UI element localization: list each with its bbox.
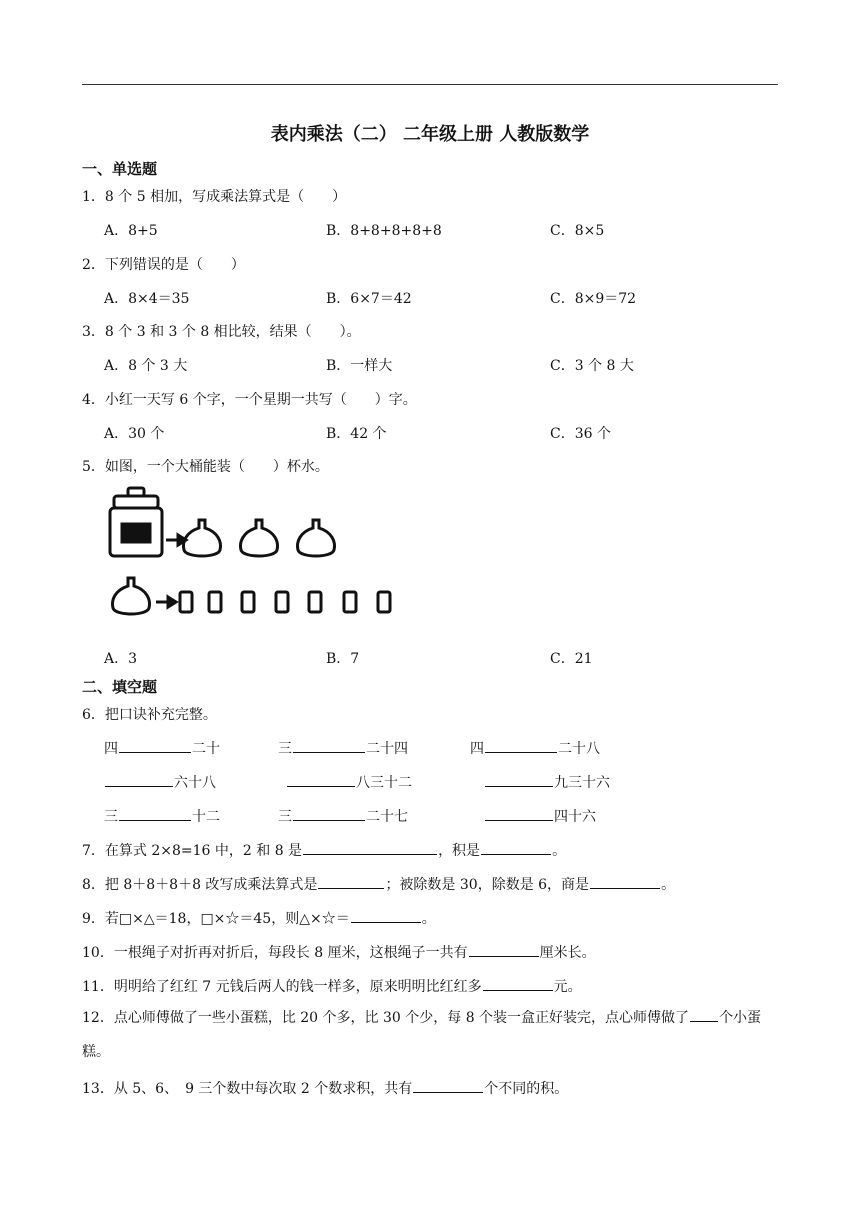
answer-blank[interactable] [293, 737, 365, 753]
answer-blank[interactable] [105, 771, 173, 787]
question-6: 6．把口诀补充完整。 [82, 707, 217, 723]
question-3: 3．8 个 3 和 3 个 8 相比较，结果（ ）。 [82, 324, 361, 340]
q3-option-b[interactable]: B．一样大 [326, 358, 393, 374]
q5-option-b[interactable]: B．7 [326, 651, 360, 667]
answer-blank[interactable] [481, 839, 551, 855]
question-8: 8．把 8＋8＋8＋8 改写成乘法算式是 ；被除数是 30，除数是 6，商是 。 [82, 873, 675, 894]
answer-blank[interactable] [293, 805, 365, 821]
answer-blank[interactable] [469, 941, 539, 957]
question-2: 2．下列错误的是（ ） [82, 257, 245, 273]
q6-row3-item1: 三 十二 [104, 805, 220, 826]
question-1: 1．8 个 5 相加，写成乘法算式是（ ） [82, 189, 347, 205]
q4-option-c[interactable]: C．36 个 [550, 426, 611, 442]
q1-option-a[interactable]: A．8+5 [104, 223, 158, 239]
bucket-icon [110, 488, 162, 556]
answer-blank[interactable] [485, 805, 553, 821]
section-single-choice: 一、单选题 [82, 160, 158, 178]
question-10: 10．一根绳子对折再对折后，每段长 8 厘米，这根绳子一共有 厘米长。 [82, 941, 596, 962]
q1-option-c[interactable]: C．8×5 [550, 223, 605, 239]
bottle-icon [184, 520, 221, 556]
q3-option-c[interactable]: C．3 个 8 大 [550, 358, 634, 374]
q2-option-c[interactable]: C．8×9＝72 [550, 291, 637, 307]
answer-blank[interactable] [119, 737, 191, 753]
q6-row2-item1: 六十八 [104, 771, 216, 792]
question-13: 13．从 5、6、 9 三个数中每次取 2 个数求积，共有 个不同的积。 [82, 1077, 568, 1098]
section-fill-blank: 二、填空题 [82, 678, 158, 696]
q5-option-c[interactable]: C．21 [550, 651, 593, 667]
header-rule [82, 84, 778, 85]
answer-blank[interactable] [119, 805, 191, 821]
answer-blank[interactable] [690, 1006, 718, 1022]
bucket-bottle-cup-figure [106, 486, 406, 626]
question-12: 12．点心师傅做了一些小蛋糕，比 20 个多，比 30 个少，每 8 个装一盒正好装完，点心师傅做了 个小蛋糕。 [82, 1001, 778, 1069]
cup-icon [309, 592, 321, 612]
answer-blank[interactable] [485, 771, 553, 787]
q6-row3-item2: 三 二十七 [278, 805, 408, 826]
q1-option-b[interactable]: B．8+8+8+8+8 [326, 223, 442, 239]
question-9: 9．若□×△＝18，□×☆＝45，则△×☆＝ 。 [82, 907, 436, 928]
question-7: 7．在算式 2×8=16 中，2 和 8 是 ，积是 。 [82, 839, 566, 860]
cup-icon [242, 592, 254, 612]
cup-icon [344, 592, 356, 612]
cup-icon [180, 592, 192, 612]
answer-blank[interactable] [351, 907, 421, 923]
answer-blank[interactable] [590, 873, 660, 889]
question-5: 5．如图，一个大桶能装（ ）杯水。 [82, 459, 329, 475]
q6-row2-item2: 八三十二 [286, 771, 412, 792]
answer-blank[interactable] [485, 737, 557, 753]
answer-blank[interactable] [287, 771, 355, 787]
q4-option-a[interactable]: A．30 个 [104, 426, 165, 442]
cup-icon [378, 592, 390, 612]
cup-icon [209, 592, 221, 612]
answer-blank[interactable] [303, 839, 437, 855]
answer-blank[interactable] [413, 1077, 483, 1093]
bottle-icon [241, 520, 278, 556]
q2-option-a[interactable]: A．8×4＝35 [104, 291, 190, 307]
question-11: 11．明明给了红红 7 元钱后两人的钱一样多，原来明明比红红多 元。 [82, 975, 582, 996]
q6-row3-item3: 四十六 [484, 805, 596, 826]
bottle-icon [298, 520, 335, 556]
question-4: 4．小红一天写 6 个字，一个星期一共写（ ）字。 [82, 392, 417, 408]
q6-row2-item3: 九三十六 [484, 771, 610, 792]
answer-blank[interactable] [483, 975, 553, 991]
q6-row1-item3: 四 二十八 [470, 737, 600, 758]
q4-option-b[interactable]: B．42 个 [326, 426, 387, 442]
bottle-icon [113, 578, 150, 614]
q6-row1-item1: 四 二十 [104, 737, 220, 758]
answer-blank[interactable] [318, 873, 384, 889]
page-title: 表内乘法（二） 二年级上册 人教版数学 [270, 124, 590, 145]
q6-row1-item2: 三 二十四 [278, 737, 408, 758]
q3-option-a[interactable]: A．8 个 3 大 [104, 358, 188, 374]
arrow-icon [156, 597, 176, 607]
q2-option-b[interactable]: B．6×7＝42 [326, 291, 412, 307]
cup-icon [276, 592, 288, 612]
q5-option-a[interactable]: A．3 [104, 651, 138, 667]
